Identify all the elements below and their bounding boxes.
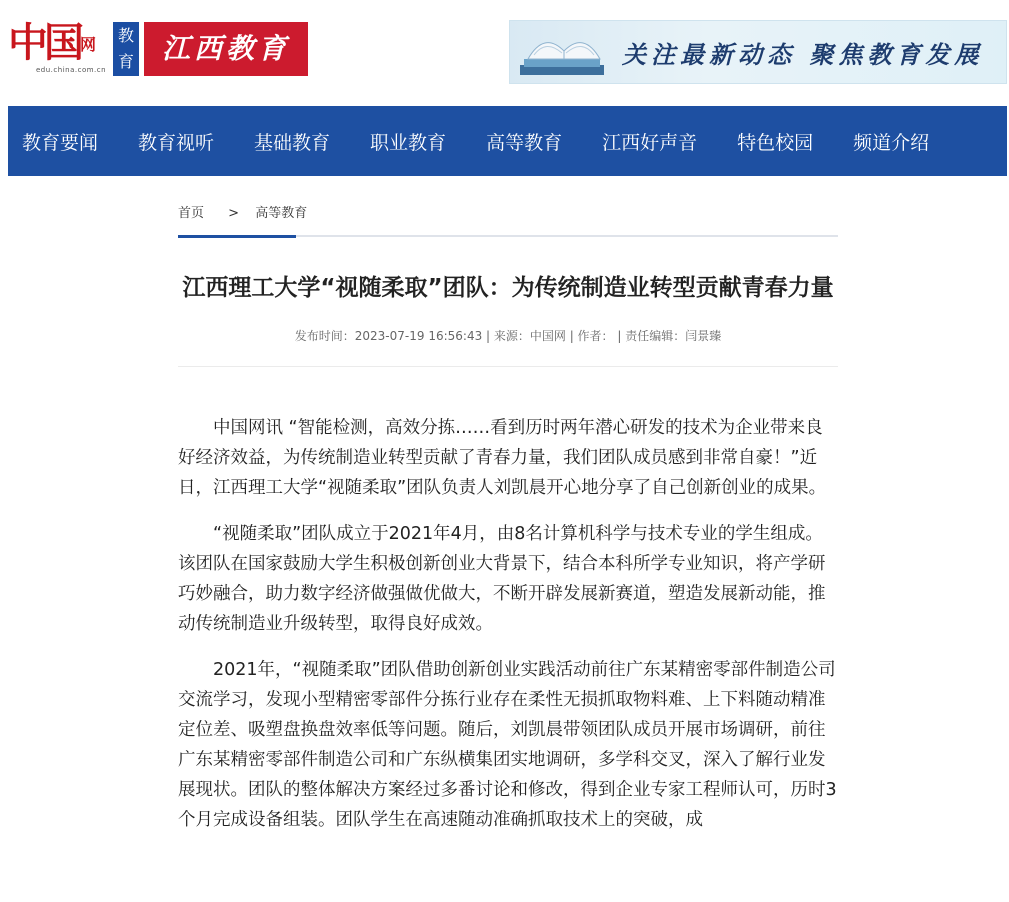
education-channel-logo[interactable]: 教育 xyxy=(113,22,139,76)
nav-item-vocational-education[interactable]: 职业教育 xyxy=(370,131,447,154)
breadcrumb-current[interactable]: 高等教育 xyxy=(255,206,308,221)
china-net-logo-net: 网 xyxy=(80,35,97,54)
article-meta: 发布时间：2023-07-19 16:56:43 | 来源：中国网 | 作者： | 责任编辑：闫景臻 xyxy=(294,329,722,343)
jiangxi-education-logo[interactable]: 江西教育 xyxy=(144,22,308,76)
breadcrumb xyxy=(178,202,838,222)
site-header xyxy=(0,0,1009,106)
header-banner xyxy=(509,20,1007,84)
breadcrumb-home[interactable]: 首页 xyxy=(178,206,205,221)
article-body xyxy=(178,413,838,835)
nav-item-education-video[interactable]: 教育视听 xyxy=(138,131,215,154)
open-book-icon xyxy=(514,25,614,81)
nav-item-jiangxi-voice[interactable]: 江西好声音 xyxy=(602,131,698,154)
banner-slogan: 关注最新动态 聚焦教育发展 xyxy=(622,40,984,69)
china-net-logo-url: edu.china.com.cn xyxy=(36,66,107,74)
breadcrumb-divider-accent xyxy=(178,235,296,238)
china-net-logo[interactable] xyxy=(8,18,108,78)
article-paragraph: 中国网讯 “智能检测，高效分拣……看到历时两年潜心研发的技术为企业带来良好经济效益，为传统制造业转型贡献了青春力量，我们团队成员感到非常自豪！”近日，江西理工大学“视随柔取”团队负责人刘凯晨开心地分享了自己创新创业的成果。 xyxy=(178,418,827,498)
nav-item-basic-education[interactable]: 基础教育 xyxy=(254,131,331,154)
china-net-logo-mark: 中国 xyxy=(8,19,80,66)
meta-divider xyxy=(178,366,838,367)
article-paragraph: “视随柔取”团队成立于2021年4月，由8名计算机科学与技术专业的学生组成。该团队在国家鼓励大学生积极创新创业大背景下，结合本科所学专业知识，将产学研巧妙融合，助力数字经济做强做优做大，不断开辟发展新赛道，塑造发展新动能，推动传统制造业升级转型，取得良好成效。 xyxy=(178,524,826,634)
breadcrumb-divider xyxy=(178,235,838,237)
nav-item-education-news[interactable]: 教育要闻 xyxy=(22,131,99,154)
article-container xyxy=(178,176,838,851)
breadcrumb-separator: > xyxy=(228,206,240,221)
nav-item-channel-intro[interactable]: 频道介绍 xyxy=(853,131,930,154)
article-title: 江西理工大学“视随柔取”团队：为传统制造业转型贡献青春力量 xyxy=(182,275,834,301)
nav-item-featured-campus[interactable]: 特色校园 xyxy=(737,131,814,154)
article-paragraph: 2021年，“视随柔取”团队借助创新创业实践活动前往广东某精密零部件制造公司交流学习，发现小型精密零部件分拣行业存在柔性无损抓取物料难、上下料随动精准定位差、吸塑盘换盘效率低等问题。随后，刘凯晨带领团队成员开展市场调研，前往广东某精密零部件制造公司和广东纵横集团实地调研，多学科交叉，深入了解行业发展现状。团队的整体解决方案经过多番讨论和修改，得到企业专家工程师认可，历时3个月完成设备组装。团队学生在高速随动准确抓取技术上的突破，成 xyxy=(178,660,837,830)
main-nav xyxy=(8,106,1007,176)
nav-item-higher-education[interactable]: 高等教育 xyxy=(486,131,563,154)
